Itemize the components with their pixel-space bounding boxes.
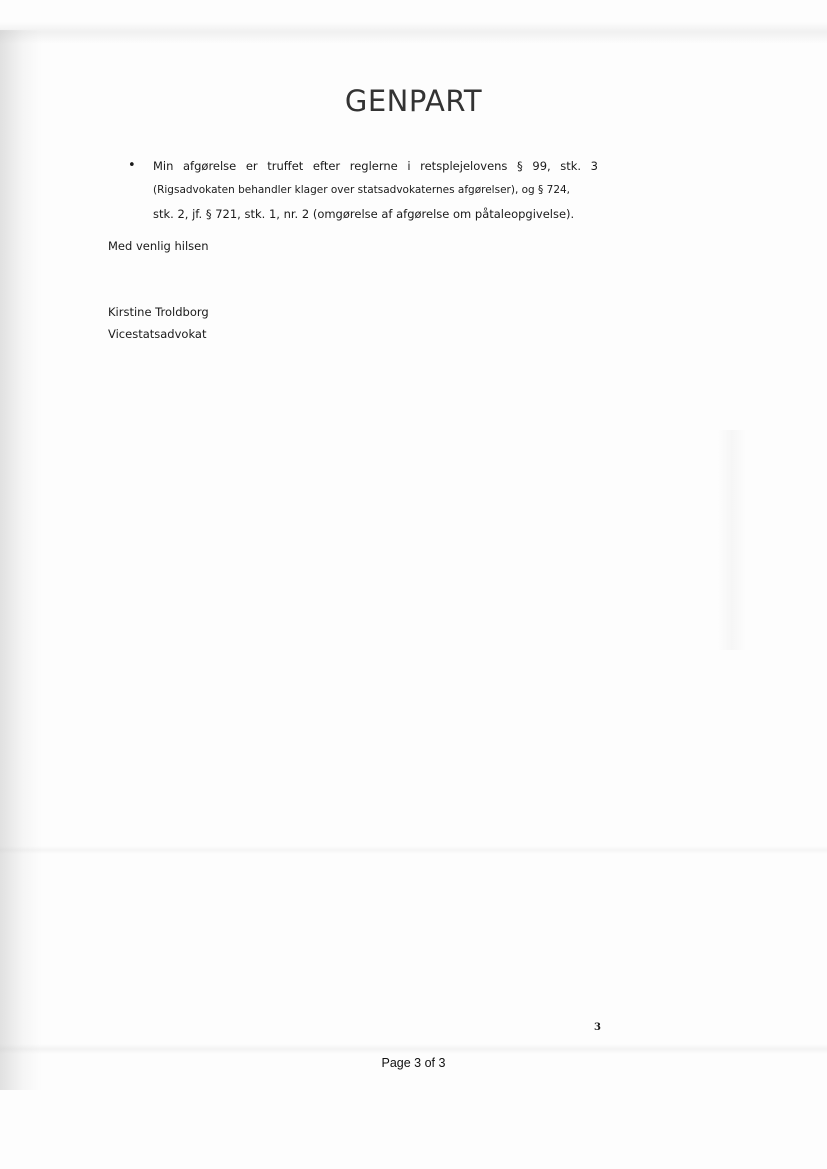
scan-noise xyxy=(718,430,746,650)
scan-edge-shadow xyxy=(0,30,42,1090)
closing-greeting: Med venlig hilsen xyxy=(108,239,209,253)
page-number: 3 xyxy=(594,1022,601,1033)
scan-fold-line xyxy=(0,846,827,854)
bullet-line: (Rigsadvokaten behandler klager over statsadvokaternes afgørelser), og § 724, xyxy=(153,184,571,196)
bullet-marker: • xyxy=(128,158,136,173)
scan-bottom-line xyxy=(0,1044,827,1054)
page-footer: Page 3 of 3 xyxy=(381,1056,446,1070)
document-stamp-title: GENPART xyxy=(344,84,483,118)
signer-name: Kirstine Troldborg xyxy=(108,305,209,319)
signer-title: Vicestatsadvokat xyxy=(108,327,207,341)
bullet-paragraph xyxy=(153,154,598,226)
bullet-line: stk. 2, jf. § 721, stk. 1, nr. 2 (omgørelse af afgørelse om påtaleopgivelse). xyxy=(153,207,575,221)
bullet-line: Min afgørelse er truffet efter reglerne i retsplejelovens § 99, stk. 3 xyxy=(153,159,598,173)
scan-top-shadow xyxy=(0,22,827,44)
